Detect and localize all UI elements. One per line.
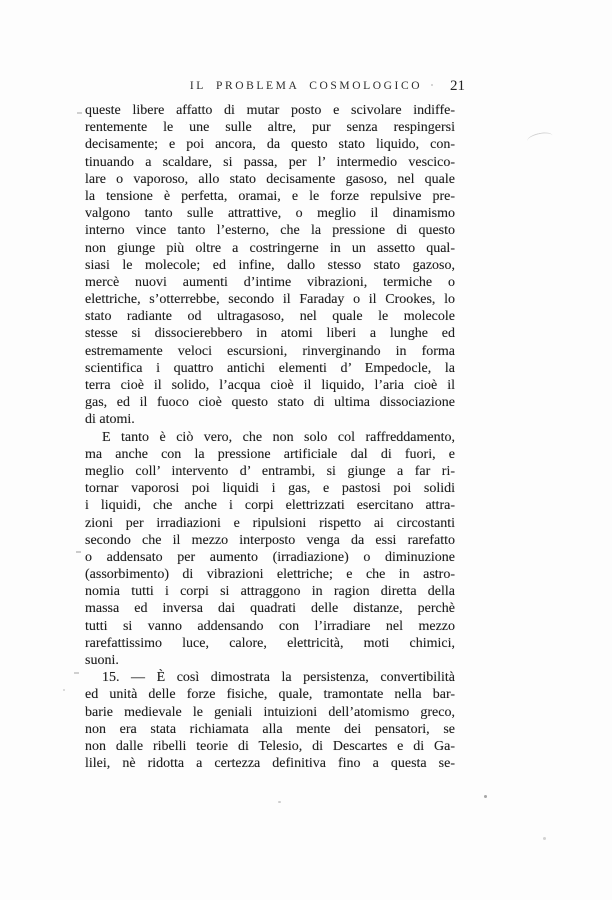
- text-line: (assorbimento) di vibrazioni elettriche; e che in astro-: [85, 567, 455, 583]
- text-line: secondo che il mezzo interposto venga da essi rarefatto: [85, 532, 455, 548]
- text-line: stato radiante od ultragasoso, nel quale le molecole: [85, 309, 455, 325]
- text-line: siasi le molecole; ed infine, dallo stesso stato gazoso,: [85, 257, 455, 273]
- text-line: stesse si dissocierebbero in atomi liberi a lunghe ed: [85, 326, 455, 342]
- text-line: 15. — È così dimostrata la persistenza, convertibilità: [102, 670, 455, 686]
- text-line: barie medievale le geniali intuizioni dell’atomismo greco,: [85, 704, 455, 720]
- scan-artifact: [526, 130, 554, 146]
- text-line: terra cioè il solido, l’acqua cioè il liquido, l’aria cioè il: [85, 378, 455, 393]
- text-line: queste libere affatto di mutar posto e scivolare indiffe-: [85, 103, 455, 118]
- text-line: estremamente veloci escursioni, rinverginando in forma: [85, 343, 455, 359]
- text-line: zioni per irradiazioni e ripulsioni rispetto ai circostanti: [85, 515, 455, 531]
- text-line: elettriche, s’otterrebbe, secondo il Faraday o il Crookes, lo: [85, 292, 455, 308]
- text-line: lilei, nè ridotta a certezza definitiva fino a questa se-: [85, 756, 455, 772]
- text-line: meglio coll’ intervento d’ entrambi, si giunge a far ri-: [85, 463, 455, 479]
- text-line: i liquidi, che anche i corpi elettrizzati esercitano attra-: [85, 498, 455, 514]
- running-header-title: IL PROBLEMA COSMOLOGICO: [189, 80, 423, 92]
- text-line: di atomi.: [85, 412, 135, 428]
- text-line: E tanto è ciò vero, che non solo col raffreddamento,: [102, 429, 455, 445]
- running-header: [0, 80, 612, 98]
- scan-artifact: [77, 112, 82, 114]
- text-line: suoni.: [85, 653, 119, 668]
- text-line: o addensato per aumento (irradiazione) o diminuzione: [85, 549, 455, 565]
- text-line: scientifica i quattro antichi elementi d’ Empedocle, la: [85, 360, 455, 376]
- text-line: decisamente; e poi ancora, da questo stato liquido, con-: [85, 137, 455, 153]
- paragraph: [85, 102, 455, 429]
- scan-artifact: [278, 801, 281, 803]
- text-line: ma anche con la pressione artificiale dal di fuori, e: [85, 446, 455, 462]
- text-line: gas, ed il fuoco cioè questo stato di ultima dissociazione: [85, 395, 455, 411]
- scan-artifact: [63, 689, 65, 691]
- page-number: 21: [450, 78, 465, 94]
- text-line: non dalle ribelli teorie di Telesio, di Descartes e di Ga-: [85, 738, 455, 754]
- scan-artifact: [76, 551, 81, 553]
- text-line: tinuando a scaldare, si passa, per l’ intermedio vescico-: [85, 154, 455, 170]
- text-line: tornar vaporosi poi liquidi i gas, e pastosi poi solidi: [85, 481, 455, 497]
- scan-artifact: [74, 672, 79, 674]
- text-line: rentemente le une sulle altre, pur senza respingersi: [85, 120, 455, 136]
- text-line: non giunge più oltre a costringerne in un assetto qual-: [85, 240, 455, 256]
- scan-artifact: [484, 795, 487, 798]
- text-line: ed unità delle forze fisiche, quale, tramontate nella bar-: [85, 687, 455, 703]
- scan-artifact: [543, 837, 546, 840]
- text-line: interno vince tanto l’esterno, che la pressione di questo: [85, 223, 455, 239]
- paragraph: [85, 429, 455, 670]
- body-text: [85, 102, 455, 772]
- text-line: non era stata richiamata alla mente dei pensatori, se: [85, 721, 455, 737]
- text-line: lare o vaporoso, allo stato decisamente gasoso, nel quale: [85, 171, 455, 187]
- text-line: nomia tutti i corpi si attraggono in ragion diretta della: [85, 584, 455, 600]
- text-line: rarefattissimo luce, calore, elettricità, moti chimici,: [85, 635, 455, 651]
- paragraph: [85, 669, 455, 772]
- text-line: valgono tanto sulle attrattive, o meglio il dinamismo: [85, 206, 455, 222]
- text-line: la tensione è perfetta, oramai, e le forze repulsive pre-: [85, 188, 455, 204]
- text-line: massa ed inversa dai quadrati delle distanze, perchè: [85, 601, 455, 617]
- text-line: tutti si vanno addensando con l’irradiare nel mezzo: [85, 618, 455, 634]
- text-line: mercè nuovi aumenti d’intime vibrazioni, termiche o: [85, 274, 455, 290]
